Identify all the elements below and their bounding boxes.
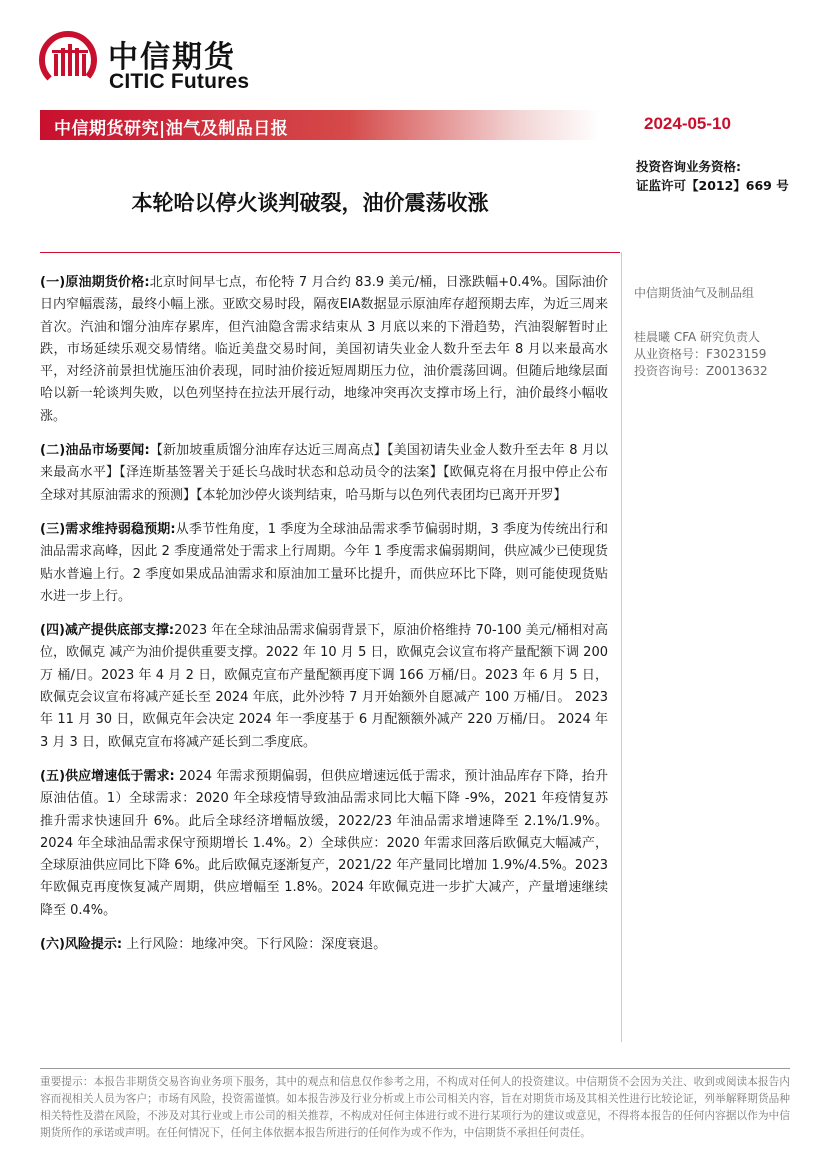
banner-title: 中信期货研究|油气及制品日报 [54,119,289,139]
section-text: 北京时间早七点，布伦特 7 月合约 83.9 美元/桶，日涨跌幅+0.4%。国际油价日内窄幅震荡，最终小幅上涨。亚欧交易时段，隔夜EIA数据显示原油库存超预期去库，为近三周来首次。汽油和馏分油库存累库，但汽油隐含需求结束从 3 月底以来的下滑趋势，汽油裂解暂时止跌，市场延续乐观交易情绪。临近美盘交易时间，美国初请失业金人数升至去年 8 月以来最高水平，对经济前景担忧施压油价表现，同时油价接近短周期压力位，油价震荡回调。但随后地缘层面哈以新一轮谈判失败，以色列坚持在拉法开展行动，地缘冲突再次支撑市场上行，油价最终小幅收涨。 [40,275,608,424]
license-info [636,157,789,195]
section-text: 从季节性角度，1 季度为全球油品需求季节偏弱时期，3 季度为传统出行和油品需求高峰，因此 2 季度通常处于需求上行周期。今年 1 季度需求偏弱期间，供应减少已使现货贴水普遍上行。2 季度如果成品油需求和原油加工量环比提升，而供应环比下降，则可能使现货贴水进一步上行。 [40,521,608,604]
analyst-name: 桂晨曦 CFA 研究负责人 [634,330,761,344]
section-risk-warning [40,934,608,956]
section-heading: (六)风险提示: [40,937,123,953]
report-body [40,272,608,968]
section-market-news [40,440,608,507]
license-label: 投资咨询业务资格: [636,159,741,174]
section-crude-futures-price [40,272,608,428]
section-text: 2024 年需求预期偏弱，但供应增速远低于需求，预计油品库存下降，抬升原油估值。1）全球需求：2020 年全球疫情导致油品需求同比大幅下降 -9%，2021 年疫情复苏 推升需求快速回升 6%。此后全球经济增幅放缓，2022/23 年油品需求增速降至 2.1%/1.9%。2024 年全球油品需求保守预期增长 1.4%。2）全球供应：2020 年需求回落后欧佩克大幅减产，全球原油供应同比下降 6%。此后欧佩克逐渐复产，2021/22 年产量同比增加 1.9%/4.5%。2023 年欧佩克再度恢复减产周期，供应增幅至 1.8%。2024 年欧佩克进一步扩大减产，产量增速继续降至 0.4%。 [40,768,608,918]
citic-logo-icon [38,30,98,90]
citic-futures-logo [38,30,268,94]
analyst-sidebar [634,284,814,380]
report-date: 2024-05-10 [644,114,731,133]
research-team-name: 中信期货油气及制品组 [634,286,755,300]
column-divider [621,252,622,1042]
report-headline: 本轮哈以停火谈判破裂，油价震荡收涨 [131,191,489,215]
section-demand-outlook [40,519,608,608]
disclaimer: 重要提示：本报告非期货交易咨询业务项下服务，其中的观点和信息仅作参考之用，不构成对任何人的投资建议。中信期货不会因为关注、收到或阅读本报告内容而视相关人员为客户；市场有风险，投资需谨慎。如本报告涉及行业分析或上市公司相关内容，旨在对期货市场及其相关性进行比较论证，列举解释期货品种相关特性及潜在风险，不涉及对其行业或上市公司的相关推荐，不构成对任何主体进行或不进行某项行为的建议或意见，不得将本报告的任何内容据以作为中信期货所作的承诺或声明。在任何情况下，任何主体依据本报告所进行的任何作为或不作为，中信期货不承担任何责任。 [40,1068,790,1142]
section-production-cuts [40,620,608,754]
header-divider [40,252,620,253]
section-heading: (一)原油期货价格: [40,275,150,290]
section-text: 上行风险：地缘冲突。下行风险：深度衰退。 [122,937,387,953]
logo-english-name: CITIC Futures [109,70,250,93]
section-text: 【新加坡重质馏分油库存达近三周高点】【美国初请失业金人数升至去年 8 月以来最高水平】【泽连斯基签署关于延长乌战时状态和总动员令的法案】【欧佩克将在月报中停止公布全球对其原油需求的预测】【本轮加沙停火谈判结束，哈马斯与以色列代表团均已离开开罗】 [40,443,608,503]
section-heading: (四)减产提供底部支撑: [40,623,175,639]
license-number: 证监许可【2012】669 号 [636,178,789,193]
section-supply-growth [40,766,608,922]
logo-chinese-name: 中信期货 [108,40,236,75]
section-heading: (三)需求维持弱稳预期: [40,521,176,537]
section-heading: (二)油品市场要闻: [40,443,150,459]
section-heading: (五)供应增速低于需求: [40,768,175,784]
section-text: 2023 年在全球油品需求偏弱背景下，原油价格维持 70-100 美元/桶相对高位，欧佩克 减产为油价提供重要支撑。2022 年 10 月 5 日，欧佩克会议宣布将产量配额下调 200 万 桶/日。2023 年 4 月 2 日，欧佩克宣布产量配额再度下调 166 万桶/日。2023 年 6 月 5 日， 欧佩克会议宣布将减产延长至 2024 年底，此外沙特 7 月开始额外自愿减产 100 万桶/日。 2023 年 11 月 30 日，欧佩克年会决定 2024 年一季度基于 6 月配额额外减产 220 万桶/日。 2024 年 3 月 3 日，欧佩克宣布将减产延长到二季度底。 [40,623,609,750]
report-type-banner [40,110,600,140]
analyst-consulting-number: 投资咨询号：Z0013632 [634,364,768,378]
analyst-qualification-number: 从业资格号：F3023159 [634,347,767,361]
